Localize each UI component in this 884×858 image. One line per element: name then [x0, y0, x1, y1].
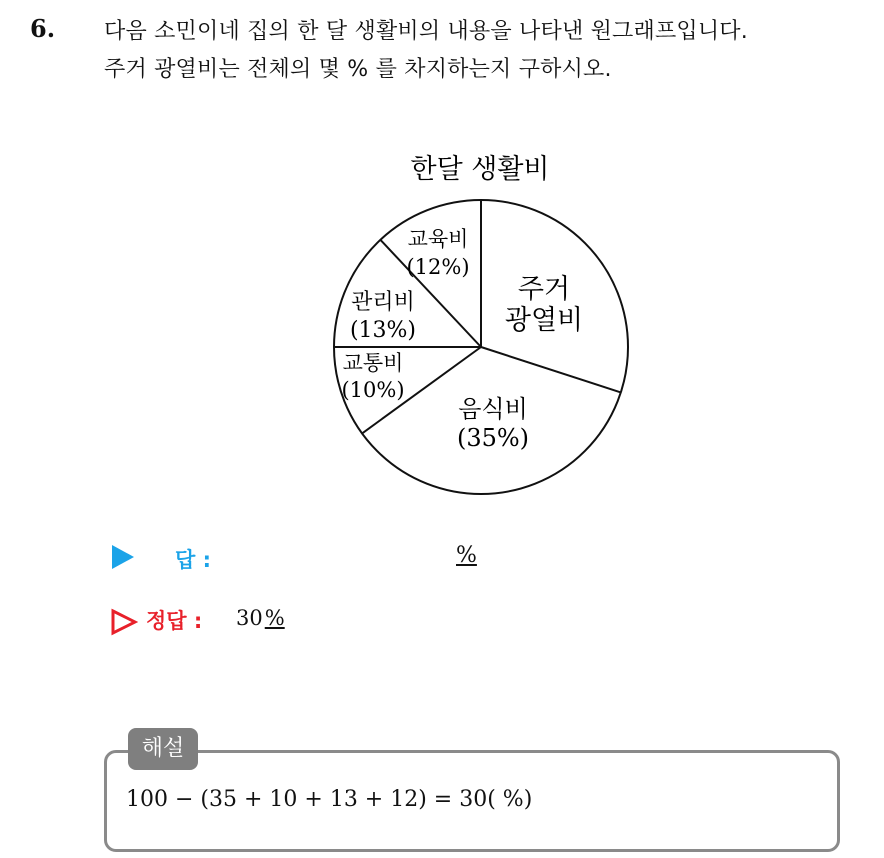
chart-title: 한달 생활비	[410, 154, 550, 185]
pie-slice-label: 교육비	[407, 227, 469, 251]
pie-slice-label: (13%)	[349, 318, 417, 343]
pie-slice-label: (10%)	[341, 378, 405, 402]
answer-blank-unit[interactable]: %	[456, 543, 477, 568]
question-text-line2: 주거 광열비는 전체의 몇 % 를 차지하는지 구하시오.	[104, 57, 612, 82]
pie-slice-label: (35%)	[456, 424, 530, 452]
correct-answer-unit: %	[264, 606, 285, 630]
correct-answer	[236, 606, 285, 630]
question-text-line1: 다음 소민이네 집의 한 달 생활비의 내용을 나타낸 원그래프입니다.	[104, 19, 748, 44]
pie-slice-label: 주거	[517, 274, 571, 305]
pie-slice-label: 광열비	[504, 305, 584, 336]
pie-slice-label: 교통비	[342, 351, 404, 375]
pie-slice-label: 음식비	[458, 395, 528, 423]
pie-slice-label: 관리비	[351, 290, 415, 315]
pie-slice-label: (12%)	[406, 255, 470, 279]
correct-answer-value: 30	[236, 606, 263, 630]
solution-text: 100 − (35 + 10 + 13 + 12) = 30( %)	[126, 787, 533, 812]
correct-answer-label: 정답 :	[146, 609, 203, 633]
answer-arrow-icon	[112, 545, 134, 569]
question-number: 6.	[30, 14, 56, 43]
answer-label: 답 :	[175, 548, 211, 572]
solution-tag: 해설	[128, 728, 198, 770]
correct-arrow-icon	[110, 608, 138, 636]
